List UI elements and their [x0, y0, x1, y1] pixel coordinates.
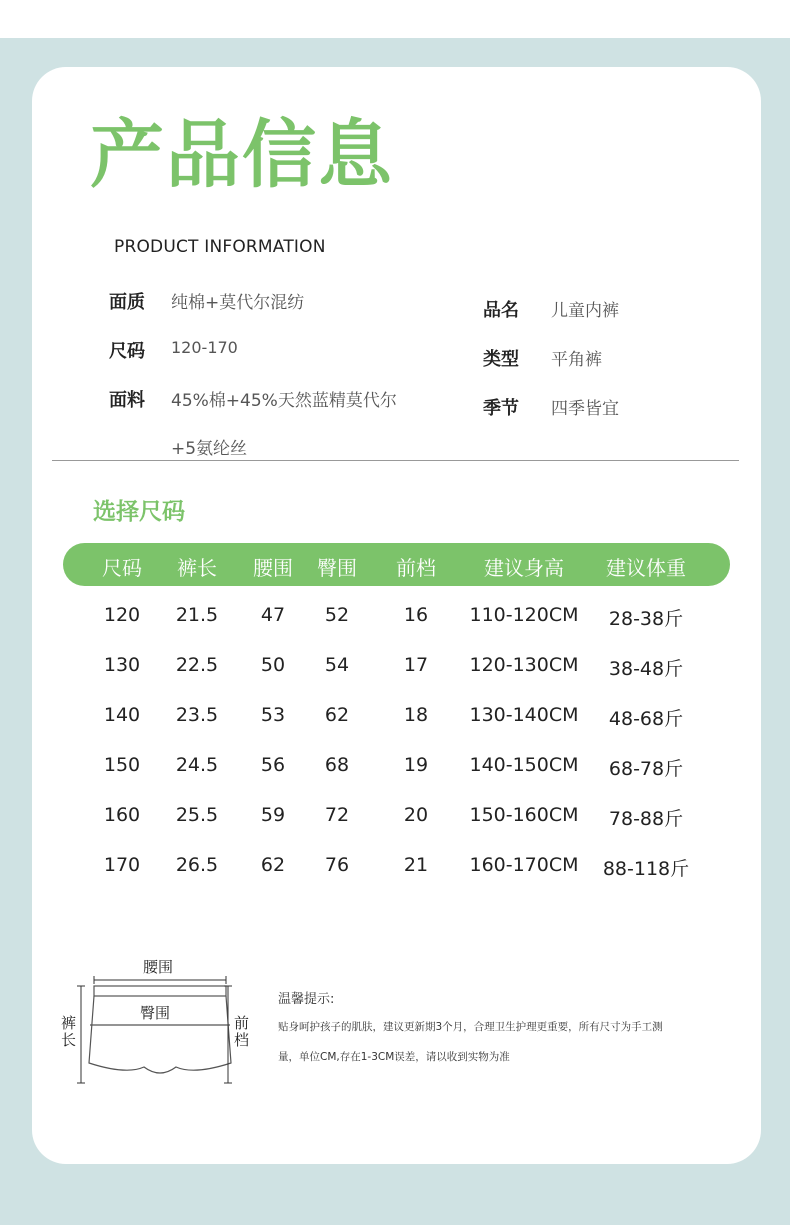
size-table-header-cell: 裤长: [177, 556, 217, 580]
table-cell: 38-48斤: [608, 658, 684, 680]
front-rise-label-char-2: 档: [234, 1031, 250, 1049]
info-value-type: 平角裤: [551, 350, 602, 370]
table-cell: 160-170CM: [469, 854, 579, 876]
table-cell: 50: [260, 654, 286, 676]
info-value-material: 45%棉+45%天然蓝精莫代尔: [171, 391, 397, 411]
page-subtitle: PRODUCT INFORMATION: [114, 237, 326, 257]
size-table-header-cell: 尺码: [102, 556, 142, 580]
table-cell: 23.5: [175, 704, 219, 726]
info-value-product-name: 儿童内裤: [551, 301, 619, 321]
table-cell: 19: [403, 754, 429, 776]
size-table-header-cell: 腰围: [253, 556, 293, 580]
table-cell: 18: [403, 704, 429, 726]
info-value-size: 120-170: [171, 338, 238, 357]
table-cell: 78-88斤: [608, 808, 684, 830]
table-cell: 150-160CM: [469, 804, 579, 826]
info-label-material: 面料: [109, 390, 145, 411]
info-label-season: 季节: [483, 398, 519, 419]
table-cell: 47: [260, 604, 286, 626]
table-cell: 21: [403, 854, 429, 876]
table-cell: 88-118斤: [602, 858, 690, 880]
size-table-header-cell: 建议身高: [484, 556, 564, 580]
table-cell: 170: [103, 854, 141, 876]
length-label-char-2: 长: [61, 1031, 77, 1049]
table-cell: 26.5: [175, 854, 219, 876]
section-divider: [52, 460, 739, 461]
length-label: [61, 1014, 81, 1049]
table-cell: 68-78斤: [608, 758, 684, 780]
underwear-measurement-diagram: [56, 955, 256, 1090]
table-cell: 120-130CM: [469, 654, 579, 676]
info-label-product-name: 品名: [483, 300, 519, 321]
page-title: 产品信息: [90, 112, 394, 198]
table-cell: 22.5: [175, 654, 219, 676]
table-cell: 52: [324, 604, 350, 626]
info-label-size: 尺码: [109, 341, 145, 362]
table-cell: 28-38斤: [608, 608, 684, 630]
table-cell: 130-140CM: [469, 704, 579, 726]
info-label-type: 类型: [483, 349, 519, 370]
info-value-fabric-quality: 纯棉+莫代尔混纺: [171, 293, 305, 313]
table-cell: 72: [324, 804, 350, 826]
table-cell: 21.5: [175, 604, 219, 626]
table-cell: 110-120CM: [469, 604, 579, 626]
table-cell: 20: [403, 804, 429, 826]
tip-title: 温馨提示:: [278, 992, 335, 1007]
table-cell: 24.5: [175, 754, 219, 776]
table-cell: 56: [260, 754, 286, 776]
table-cell: 17: [403, 654, 429, 676]
info-value-season: 四季皆宜: [551, 399, 619, 419]
table-cell: 54: [324, 654, 350, 676]
table-cell: 130: [103, 654, 141, 676]
tip-text-line-1: 贴身呵护孩子的肌肤，建议更新期3个月，合理卫生护理更重要，所有尺寸为手工测: [278, 1021, 663, 1033]
table-cell: 150: [103, 754, 141, 776]
table-cell: 76: [324, 854, 350, 876]
table-cell: 68: [324, 754, 350, 776]
length-label-char-1: 裤: [61, 1014, 77, 1032]
table-cell: 62: [260, 854, 286, 876]
table-cell: 62: [324, 704, 350, 726]
table-cell: 140: [103, 704, 141, 726]
table-cell: 140-150CM: [469, 754, 579, 776]
table-cell: 25.5: [175, 804, 219, 826]
waist-label: 腰围: [142, 958, 174, 976]
size-section-title: 选择尺码: [93, 499, 185, 525]
table-cell: 120: [103, 604, 141, 626]
table-cell: 16: [403, 604, 429, 626]
size-table-header-cell: 前档: [396, 556, 436, 580]
info-label-fabric-quality: 面质: [109, 292, 145, 313]
size-table-header-cell: 臀围: [317, 556, 357, 580]
table-cell: 48-68斤: [608, 708, 684, 730]
front-rise-label-char-1: 前: [234, 1014, 250, 1032]
table-cell: 53: [260, 704, 286, 726]
info-value-material-cont: +5氨纶丝: [171, 439, 248, 459]
tip-text-line-2: 量，单位CM,存在1-3CM误差，请以收到实物为准: [278, 1051, 510, 1063]
waistband-shape: [94, 986, 226, 996]
table-cell: 160: [103, 804, 141, 826]
front-rise-label: [234, 1014, 254, 1049]
table-cell: 59: [260, 804, 286, 826]
hip-label: 臀围: [139, 1004, 171, 1022]
size-table-header-cell: 建议体重: [606, 556, 686, 580]
